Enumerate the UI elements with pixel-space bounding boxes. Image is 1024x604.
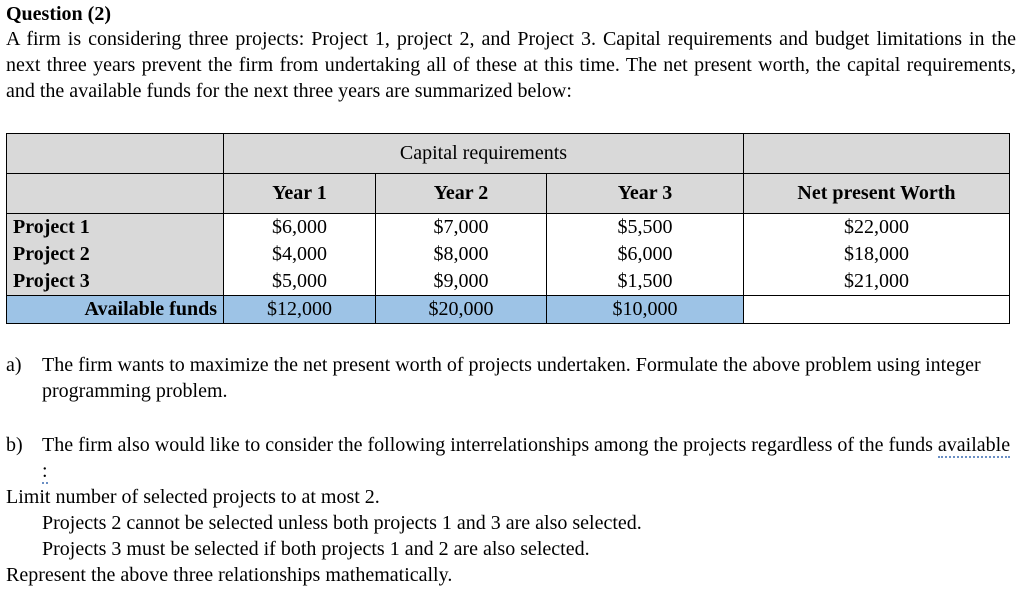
p3-year1: $5,000 xyxy=(272,270,327,292)
p2-npw: $18,000 xyxy=(844,243,909,265)
part-b-text: The firm also would like to consider the following interrelationships among the projects regardless of the funds xyxy=(42,434,933,456)
capital-requirements-header: Capital requirements xyxy=(224,134,744,174)
p1-npw: $22,000 xyxy=(844,216,909,238)
question-heading: Question (2) xyxy=(6,3,111,25)
col-header-npw: Net present Worth xyxy=(744,174,1010,214)
part-b-constraint-project3: Projects 3 must be selected if both projects 1 and 2 are also selected. xyxy=(42,538,590,560)
part-b-text-end: available : xyxy=(42,434,1011,482)
year1-values-cell xyxy=(224,214,376,296)
available-year2: $20,000 xyxy=(376,296,547,324)
p2-year3: $6,000 xyxy=(617,243,673,265)
part-b-final-instruction: Represent the above three relationships mathematically. xyxy=(6,564,453,586)
part-b xyxy=(6,432,1016,484)
project-labels-cell xyxy=(7,214,224,296)
p1-year3: $5,500 xyxy=(617,216,673,238)
available-year3: $10,000 xyxy=(547,296,744,324)
row-label-project3: Project 3 xyxy=(13,270,90,292)
question-parts xyxy=(6,352,1016,588)
available-npw-empty xyxy=(744,296,1010,324)
part-b-constraint-limit: Limit number of selected projects to at most 2. xyxy=(6,486,380,508)
p2-year1: $4,000 xyxy=(272,243,327,265)
table-corner-cell xyxy=(7,134,224,174)
year3-values-cell xyxy=(547,214,744,296)
npw-header-spacer xyxy=(744,134,1010,174)
p3-year2: $9,000 xyxy=(433,270,489,292)
part-b-label: b) xyxy=(6,434,23,456)
available-year1: $12,000 xyxy=(224,296,376,324)
year2-values-cell xyxy=(376,214,547,296)
p1-year2: $7,000 xyxy=(433,216,489,238)
capital-requirements-table xyxy=(6,133,1010,324)
question-document xyxy=(6,0,1016,104)
p1-year1: $6,000 xyxy=(272,216,327,238)
part-a-label: a) xyxy=(6,354,22,376)
p3-year3: $1,500 xyxy=(617,270,673,292)
part-a xyxy=(6,352,1016,404)
row-label-project2: Project 2 xyxy=(13,243,90,265)
part-b-text-wrapper xyxy=(42,432,1016,484)
part-a-text: The firm wants to maximize the net present worth of projects undertaken. Formulate the above problem using integer programming problem. xyxy=(42,354,981,402)
question-intro: A firm is considering three projects: Project 1, project 2, and Project 3. Capital requirements and budget limitations in the next three years prevent the firm from undertaking all of these at this time. The net present worth, the capital requirements, and the available funds for the next three years are summarized below: xyxy=(6,28,1016,102)
row-label-header xyxy=(7,174,224,214)
col-header-year1: Year 1 xyxy=(224,174,376,214)
available-funds-label: Available funds xyxy=(7,296,224,324)
col-header-year2: Year 2 xyxy=(376,174,547,214)
part-b-constraint-project2: Projects 2 cannot be selected unless both projects 1 and 3 are also selected. xyxy=(42,512,642,534)
p3-npw: $21,000 xyxy=(844,270,909,292)
npw-values-cell xyxy=(744,214,1010,296)
p2-year2: $8,000 xyxy=(433,243,489,265)
col-header-year3: Year 3 xyxy=(547,174,744,214)
row-label-project1: Project 1 xyxy=(13,216,90,238)
